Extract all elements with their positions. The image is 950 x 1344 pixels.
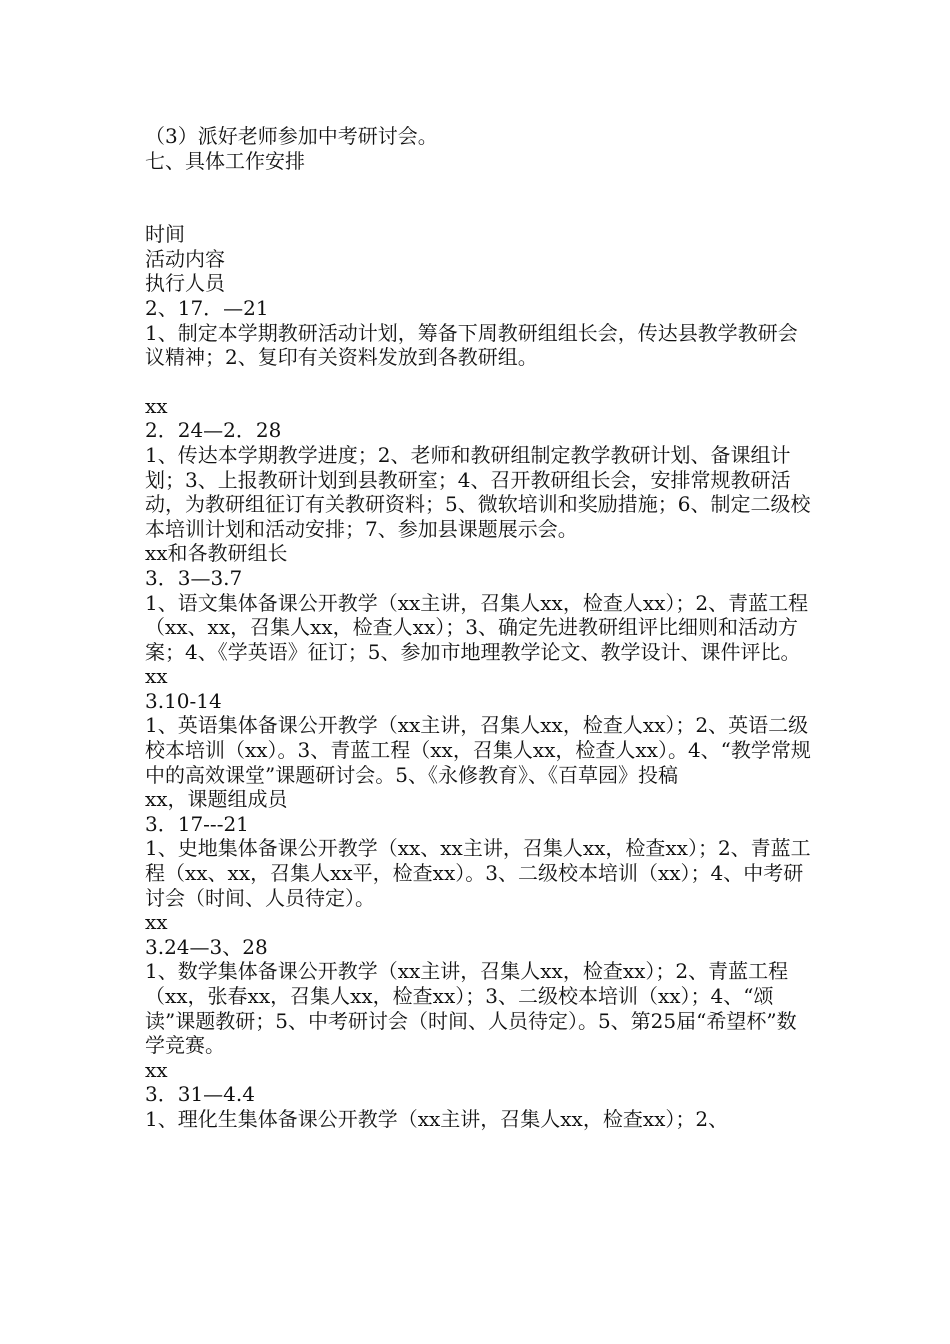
row-people: xx <box>145 910 168 935</box>
row-content: 1、制定本学期教研活动计划，筹备下周教研组组长会，传达县教学教研会议精神；2、复印有关资料发放到各教研组。 <box>145 320 798 370</box>
row-content: 1、英语集体备课公开教学（xx主讲，召集人xx，检查人xx）；2、英语二级校本培训（xx）。3、青蓝工程（xx，召集人xx，检查人xx）。4、“教学常规中的高效课堂”课题研讨会。5、《永修教育》、《百草园》投稿 <box>145 713 811 787</box>
row-people: xx <box>145 393 168 418</box>
row-people: xx <box>145 1057 168 1082</box>
row-time: 2、17．—21 <box>145 295 269 320</box>
row-content: 1、史地集体备课公开教学（xx、xx主讲，召集人xx，检查xx）；2、青蓝工程（xx、xx，召集人xx平，检查xx）。3、二级校本培训（xx）；4、中考研讨会（时间、人员待定）。 <box>145 836 811 910</box>
row-time: 2．24—2．28 <box>145 418 282 443</box>
spacer <box>145 370 815 394</box>
row-content: 1、传达本学期教学进度；2、老师和教研组制定教学教研计划、备课组计划；3、上报教研计划到县教研室；4、召开教研组长会，安排常规教研活动，为教研组征订有关教研资料；5、微软培训和奖励措施；6、制定二级校本培训计划和活动安排；7、参加县课题展示会。 <box>145 442 811 541</box>
header-content: 活动内容 <box>145 246 225 271</box>
row-time: 3．17---21 <box>145 811 249 836</box>
document-body <box>145 124 815 1132</box>
row-content: 1、数学集体备课公开教学（xx主讲，召集人xx，检查xx）；2、青蓝工程（xx，张春xx，召集人xx，检查xx）；3、二级校本培训（xx）；4、“颂读”课题教研；5、中考研讨会（时间、人员待定）。5、第25届“希望杯”数学竞赛。 <box>145 959 797 1058</box>
section-heading: 七、具体工作安排 <box>145 148 305 173</box>
row-time: 3．3—3.7 <box>145 565 243 590</box>
row-people: xx和各教研组长 <box>145 541 288 566</box>
header-time: 时间 <box>145 222 185 247</box>
spacer <box>145 173 815 222</box>
row-content: 1、语文集体备课公开教学（xx主讲，召集人xx，检查人xx）；2、青蓝工程（xx、xx，召集人xx，检查人xx）；3、确定先进教研组评比细则和活动方案；4、《学英语》征订；5、参加市地理教学论文、教学设计、课件评比。 <box>145 590 809 664</box>
row-content: 1、理化生集体备课公开教学（xx主讲，召集人xx，检查xx）；2、 <box>145 1106 729 1131</box>
header-people: 执行人员 <box>145 271 225 296</box>
intro-item-3: （3）派好老师参加中考研讨会。 <box>145 124 438 148</box>
row-people: xx <box>145 664 168 689</box>
row-time: 3.10-14 <box>145 688 222 713</box>
row-time: 3．31—4.4 <box>145 1082 255 1107</box>
row-people: xx，课题组成员 <box>145 787 288 812</box>
row-time: 3.24—3、28 <box>145 934 268 959</box>
